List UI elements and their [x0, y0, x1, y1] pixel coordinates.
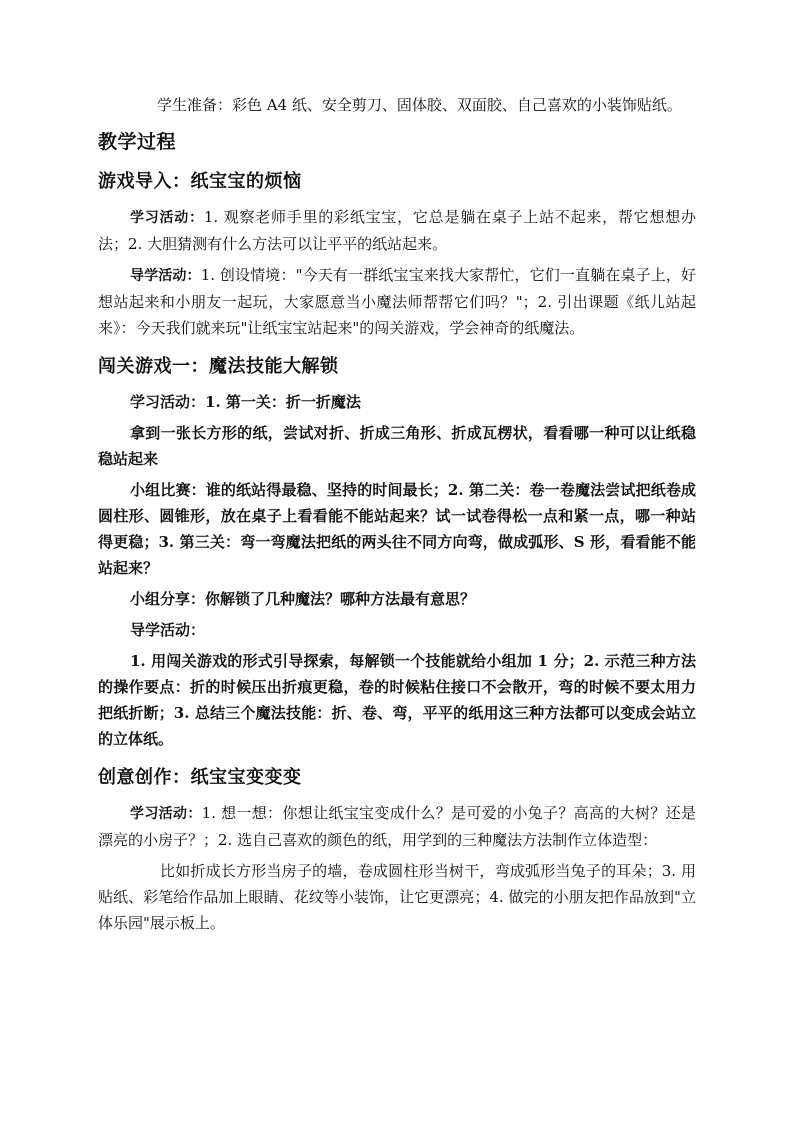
- creative-example-paragraph: 比如折成长方形当房子的墙，卷成圆柱形当树干，弯成弧形当兔子的耳朵；3. 用贴纸、彩笔给作品加上眼睛、花纹等小装饰，让它更漂亮；4. 做完的小朋友把作品放到"立体乐园"展示板上。: [98, 862, 696, 932]
- magic-fold-paragraph: 拿到一张长方形的纸，尝试对折、折成三角形、折成瓦楞状，看看哪一种可以让纸稳稳站起来: [98, 424, 696, 468]
- section-game-intro-heading: 游戏导入：纸宝宝的烦恼: [98, 171, 302, 192]
- learning-activity-text: 1. 观察老师手里的彩纸宝宝，它总是躺在桌子上站不起来，帮它想想办法；2. 大胆猜测有什么方法可以让平平的纸站起来。: [98, 208, 696, 253]
- magic-learning-line: 学习活动：1. 第一关：折一折魔法: [130, 393, 361, 411]
- section-creative-heading: 创意创作：纸宝宝变变变: [98, 767, 302, 788]
- magic-guide-label: 导学活动：: [130, 621, 206, 639]
- guide-activity-label: 导学活动：: [130, 268, 201, 284]
- section-magic-skills-heading: 闯关游戏一：魔法技能大解锁: [98, 356, 339, 377]
- document-body: [98, 92, 696, 941]
- teaching-process-heading: 教学过程: [98, 131, 177, 153]
- magic-share-paragraph: 小组分享：你解锁了几种魔法？哪种方法最有意思？: [130, 590, 476, 608]
- student-prep-paragraph: 学生准备：彩色 A4 纸、安全剪刀、固体胶、双面胶、自己喜欢的小装饰贴纸。: [157, 96, 682, 114]
- creative-learning-text: 1. 想一想：你想让纸宝宝变成什么？是可爱的小兔子？高高的大树？还是漂亮的小房子？；2. 选自己喜欢的颜色的纸，用学到的三种魔法方法制作立体造型：: [98, 804, 696, 849]
- guide-activity-paragraph: [98, 262, 696, 341]
- guide-activity-text: 1. 创设情境："今天有一群纸宝宝来找大家帮忙，它们一直躺在桌子上，好想站起来和小朋友一起玩，大家愿意当小魔法师帮帮它们吗？"；2. 引出课题《纸儿站起来》：今天我们就来玩"让纸宝宝站起来"的闯关游戏，学会神奇的纸魔法。: [98, 266, 697, 337]
- magic-guide-paragraph: 1. 用闯关游戏的形式引导探索，每解锁一个技能就给小组加 1 分；2. 示范三种方法的操作要点：折的时候压出折痕更稳，卷的时候粘住接口不会散开，弯的时候不要太用力把纸折断；3. 总结三个魔法技能：折、卷、弯，平平的纸用这三种方法都可以变成会站立的立体纸。: [98, 652, 696, 748]
- creative-learning-paragraph: [98, 800, 696, 853]
- magic-contest-paragraph: 小组比赛：谁的纸站得最稳、坚持的时间最长；2. 第二关：卷一卷魔法尝试把纸卷成圆柱形、圆锥形，放在桌子上看看能不能站起来？试一试卷得松一点和紧一点，哪一种站得更稳；3. 第三关：弯一弯魔法把纸的两头往不同方向弯，做成弧形、S 形，看看能不能站起来？: [98, 481, 696, 577]
- learning-activity-label: 学习活动：: [130, 210, 204, 226]
- magic-skills-body: [98, 389, 696, 752]
- creative-learning-label: 学习活动：: [130, 806, 202, 822]
- learning-activity-paragraph: [98, 204, 696, 257]
